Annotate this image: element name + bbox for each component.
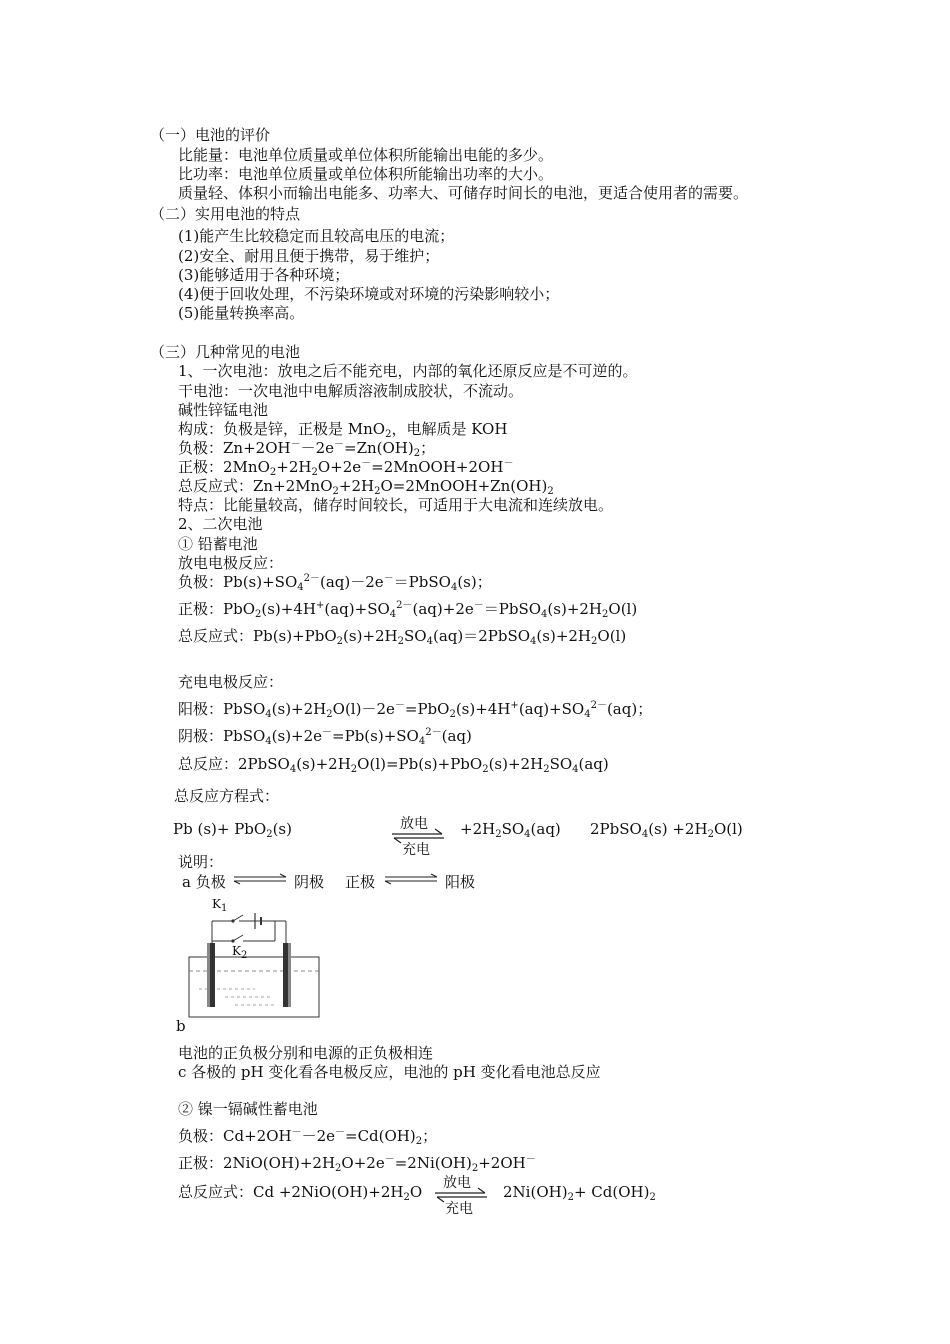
feature-item-2: (2)安全、耐用且便于携带，易于维护； xyxy=(178,247,440,265)
specific-energy-line: 比能量：电池单位质量或单位体积所能输出电能的多少。 xyxy=(178,146,554,164)
overall-eq-middle: $+2H_2SO_4(aq)$ xyxy=(460,820,561,840)
nicd-title: ② 镍一镉碱性蓄电池 xyxy=(178,1100,318,1118)
nicd-positive-line: 正极：$2NiO(OH)+2H_2O+2e^-=2Ni(OH)_2+2OH^-$ xyxy=(178,1154,536,1174)
alkaline-total-line: 总反应式：$Zn+2MnO_2+2H_2O=2MnOOH+Zn(OH)_2$ xyxy=(178,477,554,497)
nicd-total-line: 总反应式：$Cd +2NiO(OH)+2H_2O$ xyxy=(178,1183,423,1203)
charge-title: 充电电极反应： xyxy=(178,673,284,691)
specific-power-line: 比功率：电池单位质量或单位体积所能输出功率的大小。 xyxy=(178,165,554,183)
overall-equation-title: 总反应方程式： xyxy=(174,787,280,805)
eq-arrow-label-discharge: 放电 xyxy=(400,816,428,832)
overall-eq-right: 2PbSO$_4$(s) $+2H_2O(l)$ xyxy=(590,820,743,840)
note-a-negative: a 负极 xyxy=(182,873,226,891)
charge-cathode-line: 阴极：$PbSO_4(s)+2e^-=Pb(s)+SO_4^{2-}(aq)$ xyxy=(178,727,472,747)
primary-battery-line: 1、一次电池：放电之后不能充电，内部的氧化还原反应是不可逆的。 xyxy=(178,362,638,380)
charging-circuit-diagram xyxy=(185,895,325,1025)
secondary-battery-title: 2、二次电池 xyxy=(178,515,263,533)
alkaline-feature-line: 特点：比能量较高，储存时间较长，可适用于大电流和连续放电。 xyxy=(178,496,614,514)
nicd-negative-line: 负极：$Cd+2OH^--2e^-=Cd(OH)_2$； xyxy=(178,1127,438,1147)
dry-cell-line: 干电池：一次电池中电解质溶液制成胶状，不流动。 xyxy=(178,382,524,400)
note-c-text: c 各极的 pH 变化看各电极反应，电池的 pH 变化看电池总反应 xyxy=(178,1063,601,1081)
discharge-negative-line: 负极：$Pb(s)+SO_4^{2-}(aq)-2e^-=PbSO_4(s)$； xyxy=(178,573,492,593)
feature-item-1: (1)能产生比较稳定而且较高电压的电流； xyxy=(178,227,455,245)
equilibrium-arrow-icon xyxy=(232,873,288,885)
nicd-total-right: $2Ni(OH)_2+ Cd(OH)_2$ xyxy=(503,1183,656,1203)
overall-eq-left: Pb (s)+ PbO$_2$(s) xyxy=(173,820,292,840)
alkaline-negative-line: 负极：$Zn+2OH^--2e^-=Zn(OH)_2$； xyxy=(178,439,436,459)
discharge-positive-line: 正极：$PbO_2(s)+4H^+(aq)+SO_4^{2-}(aq)+2e^-=PbSO_4(s)+2H_2O(l)$ xyxy=(178,600,638,620)
charge-anode-line: 阳极：$PbSO_4(s)+2H_2O(l)-2e^-=PbO_2(s)+4H^+(aq)+SO_4^{2-}(aq)$； xyxy=(178,700,653,720)
eq-arrow-label-charge: 充电 xyxy=(402,842,430,858)
feature-item-4: (4)便于回收处理，不污染环境或对环境的污染影响较小； xyxy=(178,285,560,303)
feature-item-5: (5)能量转换率高。 xyxy=(178,304,305,322)
section-3-title: （三）几种常见的电池 xyxy=(150,343,301,361)
charge-total-line: 总反应：$2PbSO_4(s)+2H_2O(l)=Pb(s)+PbO_2(s)+2H_2SO_4(aq)$ xyxy=(178,755,609,775)
section-2-title: （二）实用电池的特点 xyxy=(150,205,301,223)
switch-k2-label: $K_2$ xyxy=(232,944,248,961)
alkaline-composition-line: 构成：负极是锌，正极是 MnO$_2$，电解质是 KOH xyxy=(178,420,508,440)
note-b-text: 电池的正负极分别和电源的正负极相连 xyxy=(178,1044,434,1062)
alkaline-positive-line: 正极：$2MnO_2+2H_2O+2e^-=2MnOOH+2OH^-$ xyxy=(178,458,514,478)
nicd-arrow-label-charge: 充电 xyxy=(445,1201,473,1217)
evaluation-summary-line: 质量轻、体积小而输出电能多、功率大、可储存时间长的电池，更适合使用者的需要。 xyxy=(178,184,749,202)
section-1-title: （一）电池的评价 xyxy=(150,126,271,144)
lead-acid-title: ① 铅蓄电池 xyxy=(178,535,258,553)
note-a-anode: 阳极 xyxy=(445,873,476,891)
note-title: 说明： xyxy=(178,853,224,871)
note-a-positive: 正极 xyxy=(345,873,376,891)
nicd-arrow-label-discharge: 放电 xyxy=(443,1175,471,1191)
note-a-cathode: 阴极 xyxy=(294,873,325,891)
equilibrium-arrow-icon xyxy=(383,873,439,885)
discharge-total-line: 总反应式：$Pb(s)+PbO_2(s)+2H_2SO_4(aq)=2PbSO_4(s)+2H_2O(l)$ xyxy=(178,627,627,647)
switch-k1-label: $K_1$ xyxy=(212,897,228,914)
alkaline-battery-title: 碱性锌锰电池 xyxy=(178,401,269,419)
note-b-label: b xyxy=(176,1017,186,1035)
feature-item-3: (3)能够适用于各种环境； xyxy=(178,266,350,284)
discharge-title: 放电电极反应： xyxy=(178,554,284,572)
